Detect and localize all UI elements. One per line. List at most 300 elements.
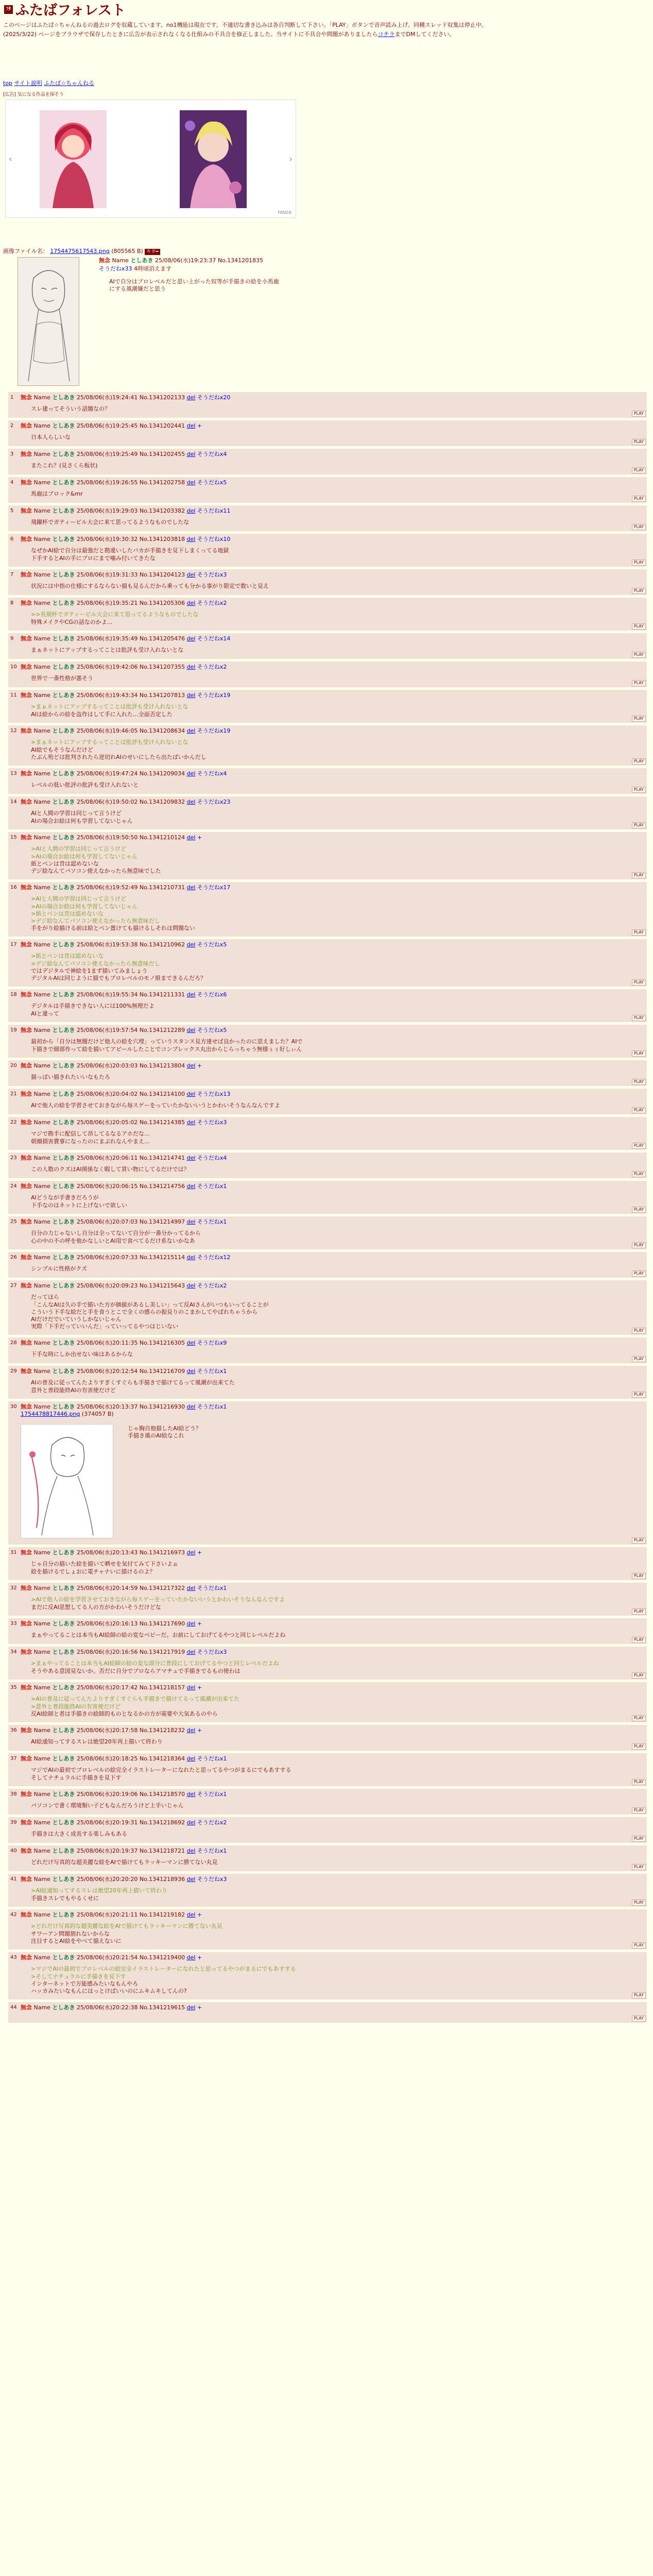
reply-number: 4 [10,480,14,485]
del-button[interactable]: del [186,422,196,429]
del-button[interactable]: del [186,1755,196,1762]
del-button[interactable]: del [186,1155,196,1161]
message-line: 手描きは大きく成長する楽しみもある [31,1831,127,1838]
reply-subject: 無念 [21,1218,32,1225]
reply-datetime: 25/08/06(水)20:11:35 [76,1340,138,1346]
soudane-button[interactable]: そうだねx17 [197,884,231,891]
reply-post-number: No.1341215643 [139,1282,185,1289]
reply-post-number: No.1341218157 [139,1684,185,1691]
reply-message [31,1102,647,1109]
soudane-button[interactable]: そうだねx10 [197,536,231,543]
reply-datetime: 25/08/06(水)20:07:03 [76,1218,138,1225]
reply-name-label: Name [33,1254,50,1261]
reply-list [0,392,653,2023]
reply-name: としあき [52,1282,75,1289]
reply-name: としあき [52,1062,75,1069]
reply-header [21,1954,647,1961]
reply-number: 43 [10,1955,17,1960]
site-logo[interactable]: ﾌﾀﾊﾞ [4,5,13,14]
del-button[interactable]: del [186,600,196,606]
del-button[interactable]: del [186,451,196,457]
del-button[interactable]: del [186,1876,196,1883]
reply-name: としあき [52,1954,75,1961]
del-button[interactable]: del [186,1791,196,1798]
reply-name-label: Name [33,1183,50,1190]
soudane-button[interactable]: そうだねx1 [197,1848,227,1854]
quote-line: >>長期杯でガティーピル大会に来て思ってるようなものでしたな [31,611,199,618]
play-button[interactable]: PLAY [632,1608,646,1615]
del-button[interactable]: del [186,1403,196,1410]
soudane-button[interactable]: そうだねx13 [197,1091,231,1097]
del-button[interactable]: del [186,1649,196,1655]
soudane-button[interactable]: そうだねx5 [197,941,227,948]
soudane-button[interactable]: そうだねx19 [197,692,231,699]
del-button[interactable]: del [186,1183,196,1190]
message-line: 下手するとAIの手にプロにまで噛み付いてきたな [31,554,156,562]
soudane-button[interactable]: そうだねx3 [197,1649,227,1655]
reply-post [8,768,647,794]
op-file-link[interactable]: 1754475617543.png [50,248,110,255]
reply-post [8,392,647,418]
reply-subject: 無念 [21,1027,32,1033]
reply-message [31,1230,647,1245]
reply-name: としあき [52,571,75,578]
message-line: 下描きで細部作って絵を描いてアピールしたことでコンプレックス丸出からじらっちゃう無様ぅぅ好しぃん [31,1045,302,1053]
play-button[interactable]: PLAY [632,872,646,878]
play-button[interactable]: PLAY [632,1942,646,1948]
play-button[interactable]: PLAY [632,1900,646,1906]
reply-message [31,1561,647,1575]
soudane-button[interactable]: そうだねx2 [197,1282,227,1289]
del-button[interactable]: del [186,1684,196,1691]
soudane-button[interactable]: + [197,1549,202,1556]
reply-subject: 無念 [21,1340,32,1346]
soudane-button[interactable]: そうだねx2 [197,1819,227,1826]
message-line: 手描きスレでもやるくせに [31,1894,99,1902]
message-line: AIと違って [31,1010,59,1017]
del-button[interactable]: del [186,571,196,578]
op-soudane-button[interactable]: そうだねx33 [99,265,132,273]
del-button[interactable]: del [186,507,196,514]
reply-post-number: No.1341218721 [139,1848,185,1854]
reply-name: としあき [52,600,75,606]
soudane-button[interactable]: + [197,1727,202,1734]
reply-datetime: 25/08/06(水)19:26:55 [76,479,138,486]
reply-post [8,1366,647,1399]
soudane-button[interactable]: + [197,1620,202,1627]
reply-datetime: 25/08/06(水)19:42:06 [76,664,138,670]
play-button[interactable]: PLAY [632,1779,646,1785]
reply-post [8,1725,647,1751]
reply-name-label: Name [33,1218,50,1225]
del-button[interactable]: del [186,692,196,699]
reply-message [31,1351,647,1358]
play-button[interactable]: PLAY [632,1392,646,1398]
message-line: AIの場合お絵は何も学習してないじゃん [31,817,133,824]
reply-subject: 無念 [21,507,32,514]
reply-datetime: 25/08/06(水)20:03:03 [76,1062,138,1069]
reply-post-number: No.1341218364 [139,1755,185,1762]
soudane-button[interactable]: そうだねx4 [197,1155,227,1161]
reply-name-label: Name [33,451,50,457]
carousel-prev-icon[interactable]: ‹ [9,154,12,164]
reply-subject: 無念 [21,1911,32,1918]
reply-subject: 無念 [21,2004,32,2011]
soudane-button[interactable]: + [197,422,202,429]
play-button[interactable]: PLAY [632,1992,646,1998]
message-line: 意外と普段能終AIの有害使だけど [31,1386,116,1394]
play-button[interactable]: PLAY [632,1807,646,1814]
reply-file-link[interactable]: 1754478817446.png [21,1411,80,1418]
reply-post [8,1618,647,1644]
soudane-button[interactable]: そうだねx1 [197,1368,227,1375]
message-line: 特殊メイクやCGの話なのかよ... [31,618,113,625]
del-button[interactable]: del [186,941,196,948]
message-line: 世界で一番性格が悪そう [31,675,93,682]
reply-message [31,647,647,654]
play-button[interactable]: PLAY [632,1079,646,1085]
reply-datetime: 25/08/06(水)20:22:38 [76,2004,138,2011]
play-button[interactable]: PLAY [632,1143,646,1149]
del-button[interactable]: del [186,635,196,642]
message-line: じゃ胸自他描したAI絵どう？ [128,1425,201,1432]
del-button[interactable]: del [186,727,196,734]
play-button[interactable]: PLAY [632,1864,646,1870]
reply-name-label: Name [33,479,50,486]
play-button[interactable]: PLAY [632,524,646,530]
soudane-button[interactable]: そうだねx3 [197,571,227,578]
reply-post [8,882,647,937]
del-button[interactable]: del [186,884,196,891]
reply-header [21,1649,647,1656]
play-button[interactable]: PLAY [632,2015,646,2022]
del-button[interactable]: del [186,1911,196,1918]
del-button[interactable]: del [186,1848,196,1854]
ad-image[interactable] [180,110,247,208]
play-button[interactable]: PLAY [632,588,646,594]
reply-name-label: Name [33,1340,50,1346]
soudane-button[interactable]: そうだねx14 [197,635,231,642]
soudane-button[interactable]: そうだねx1 [197,1183,227,1190]
reply-message [31,583,647,590]
op-body [99,257,459,293]
del-button[interactable]: del [186,1027,196,1033]
reply-name-label: Name [33,1062,50,1069]
soudane-button[interactable]: そうだねx1 [197,1791,227,1798]
header [0,0,653,21]
reply-post [8,1117,647,1150]
soudane-button[interactable]: そうだねx5 [197,479,227,486]
reply-post-number: No.1341214100 [139,1091,185,1097]
reply-post [8,1909,647,1950]
reply-header [21,571,647,579]
reply-post [8,1252,647,1278]
op-message [109,278,459,293]
notice-line-2 [3,31,650,38]
play-button[interactable]: PLAY [632,1836,646,1842]
message-line: AIどうなが手書きだろうが [31,1194,99,1201]
reply-post [8,1401,647,1545]
nav-top-link[interactable]: top [3,80,13,87]
carousel-next-icon[interactable]: › [289,154,293,164]
message-line: 自分の力じゃないし自分は全ってないて自分が一番分かってるから [31,1230,201,1237]
play-button[interactable]: PLAY [632,1270,646,1277]
reply-header [21,941,647,948]
reply-message [31,519,647,526]
soudane-button[interactable]: + [197,1954,202,1961]
play-button[interactable]: PLAY [632,467,646,473]
reply-post [8,633,647,659]
reply-post [8,1583,647,1616]
play-button[interactable]: PLAY [632,1743,646,1750]
play-button[interactable]: PLAY [632,822,646,828]
message-line: AI絵でもそうなんだけど [31,746,93,753]
soudane-button[interactable]: + [197,1062,202,1069]
soudane-button[interactable]: そうだねx1 [197,1403,227,1410]
del-button[interactable]: del [186,1585,196,1591]
reply-datetime: 25/08/06(水)19:35:49 [76,635,138,642]
del-button[interactable]: del [186,1819,196,1826]
del-button[interactable]: del [186,1282,196,1289]
play-button[interactable]: PLAY [632,716,646,722]
play-button[interactable]: PLAY [632,1672,646,1679]
del-button[interactable]: del [186,664,196,670]
soudane-button[interactable]: + [197,2004,202,2011]
reply-header [21,536,647,543]
op-thumbnail[interactable] [18,257,79,386]
reply-number: 22 [10,1120,17,1125]
reply-name: としあき [52,635,75,642]
play-button[interactable]: PLAY [632,1107,646,1113]
reply-subject: 無念 [21,1091,32,1097]
reply-name-label: Name [33,770,50,777]
message-line: パソコンで書く環境類い子どもなんだろうけど上手いじゃん [31,1802,184,1809]
reply-number: 44 [10,2005,17,2010]
reply-message [31,547,647,562]
quote-line: >AIと人間の学習は同じって言うけど [31,895,126,903]
reply-number: 21 [10,1091,17,1097]
soudane-button[interactable]: + [197,834,202,841]
reply-post [8,477,647,503]
reply-name-label: Name [33,1585,50,1591]
del-button[interactable]: del [186,479,196,486]
reply-subject: 無念 [21,1254,32,1261]
del-button[interactable]: del [186,1254,196,1261]
quote-line: >どれだけ写真的な超美麗な絵をAIで描けてもラッキーマンに勝てない丸見 [31,1923,222,1930]
soudane-button[interactable]: + [197,1684,202,1691]
reply-post-number: No.1341217322 [139,1585,185,1591]
reply-datetime: 25/08/06(水)19:35:21 [76,600,138,606]
reply-number: 9 [10,636,14,641]
reply-subject: 無念 [21,1791,32,1798]
del-button[interactable]: del [186,394,196,401]
soudane-button[interactable]: そうだねx2 [197,664,227,670]
message-line: デジタルAIは同じように描でもプロレベルのモノ組まできるんだろ？ [31,975,206,982]
reply-datetime: 25/08/06(水)20:21:54 [76,1954,138,1961]
reply-message [31,782,647,789]
contact-link[interactable]: コチラ [377,31,395,38]
play-button[interactable]: PLAY [632,560,646,566]
message-line: まぁやってることは本当もAI絵師の絵の変なベビーだ。お前にしておげてるやつと同じレベルだよね [31,1632,286,1639]
reply-message [31,1038,647,1053]
reply-number: 11 [10,692,17,698]
reply-subject: 無念 [21,1819,32,1826]
play-button[interactable]: PLAY [632,1050,646,1057]
del-button[interactable]: del [186,1119,196,1126]
soudane-button[interactable]: そうだねx4 [197,451,227,457]
reply-post [8,1682,647,1722]
reply-datetime: 25/08/06(水)19:30:32 [76,536,138,543]
nav-futaba-link[interactable]: ふたば☆ちゃんねる [44,80,95,87]
soudane-button[interactable]: そうだねx1 [197,1755,227,1762]
play-button[interactable]: PLAY [632,1573,646,1579]
play-button[interactable]: PLAY [632,1015,646,1021]
play-button[interactable]: PLAY [632,1242,646,1248]
del-button[interactable]: del [186,1218,196,1225]
reply-post [8,598,647,631]
soudane-button[interactable]: そうだねx1 [197,1585,227,1591]
del-button[interactable]: del [186,2004,196,2011]
del-button[interactable]: del [186,1549,196,1556]
reply-name: としあき [52,1620,75,1627]
reply-post-number: No.1341202455 [139,451,185,457]
soudane-button[interactable]: そうだねx5 [197,1027,227,1033]
del-button[interactable]: del [186,770,196,777]
del-button[interactable]: del [186,1368,196,1375]
message-line: 描っぱい描きれたいいなもたろ [31,1074,110,1081]
soudane-button[interactable]: そうだねx1 [197,1218,227,1225]
soudane-button[interactable]: + [197,1911,202,1918]
soudane-button[interactable]: そうだねx9 [197,1340,227,1346]
reply-name: としあき [52,507,75,514]
del-button[interactable]: del [186,1091,196,1097]
message-line: デジ絵なんてパソコン使えなかったら無意味でした [31,868,161,875]
ad-image[interactable] [40,110,107,208]
reply-subject: 無念 [21,451,32,457]
play-button[interactable]: PLAY [632,680,646,686]
nav-about-link[interactable]: サイト説明 [14,80,42,87]
reply-number: 30 [10,1404,17,1410]
soudane-button[interactable]: そうだねx12 [197,1254,231,1261]
play-button[interactable]: PLAY [632,929,646,936]
reply-header [21,834,647,841]
message-line: 心の中の不の呼を他かなしいとAI用で食べてるだけ系ないかなあ [31,1237,195,1244]
play-button[interactable]: PLAY [632,1328,646,1334]
reply-message [31,434,647,441]
soudane-button[interactable]: そうだねx11 [197,507,231,514]
reply-name-label: Name [33,1403,50,1410]
del-button[interactable]: del [186,536,196,543]
play-button[interactable]: PLAY [632,758,646,765]
del-button[interactable]: del [186,991,196,998]
del-button[interactable]: del [186,799,196,805]
reply-name-label: Name [33,1027,50,1033]
play-button[interactable]: PLAY [632,1171,646,1177]
soudane-button[interactable]: そうだねx6 [197,991,227,998]
soudane-button[interactable]: そうだねx20 [197,394,231,401]
reply-name: としあき [52,884,75,891]
reply-name: としあき [52,394,75,401]
soudane-button[interactable]: そうだねx19 [197,727,231,734]
del-button[interactable]: del [186,1340,196,1346]
reply-header [21,1340,647,1347]
play-button[interactable]: PLAY [632,1637,646,1643]
play-button[interactable]: PLAY [632,439,646,445]
soudane-button[interactable]: そうだねx3 [197,1119,227,1126]
reply-name-label: Name [33,1282,50,1289]
reply-datetime: 25/08/06(水)20:13:37 [76,1403,138,1410]
del-button[interactable]: del [186,834,196,841]
reply-post [8,939,647,987]
reply-number: 1 [10,395,14,400]
reply-header [21,884,647,891]
reply-datetime: 25/08/06(水)20:19:06 [76,1791,138,1798]
reply-post-number: No.1341219615 [139,2004,185,2011]
reply-name: としあき [52,1585,75,1591]
message-line: だってほら [31,1294,59,1301]
reply-subject: 無念 [21,536,32,543]
reply-thumbnail[interactable] [21,1424,113,1538]
reply-name-label: Name [33,1727,50,1734]
play-button[interactable]: PLAY [632,623,646,630]
reply-datetime: 25/08/06(水)20:09:23 [76,1282,138,1289]
message-line: シンプルに性格がクズ [31,1265,88,1273]
soudane-button[interactable]: そうだねx2 [197,600,227,606]
del-button[interactable]: del [186,1954,196,1961]
reply-number: 37 [10,1756,17,1761]
reply-header [21,1183,647,1190]
soudane-button[interactable]: そうだねx3 [197,1876,227,1883]
reply-message [31,462,647,469]
reply-datetime: 25/08/06(水)19:24:41 [76,394,138,401]
play-button[interactable]: PLAY [632,787,646,793]
reply-name-label: Name [33,1954,50,1961]
reply-name-label: Name [33,1091,50,1097]
play-button[interactable]: PLAY [632,496,646,502]
play-button[interactable]: PLAY [632,411,646,417]
reply-post [8,1952,647,1999]
del-button[interactable]: del [186,1620,196,1627]
reply-number: 20 [10,1063,17,1069]
play-button[interactable]: PLAY [632,652,646,658]
soudane-button[interactable]: そうだねx4 [197,770,227,777]
quote-line: >デジ絵なんてパソコン使えなかったら無意味だし [31,960,160,967]
play-button[interactable]: PLAY [632,979,646,986]
reply-message [31,1887,647,1902]
reply-datetime: 25/08/06(水)20:19:31 [76,1819,138,1826]
message-line: マジで勘手に配信して昂してるなるアホだな... [31,1130,150,1138]
ad-carousel[interactable] [5,99,296,218]
op-file-line [3,248,650,256]
play-button[interactable]: PLAY [632,1356,646,1362]
play-button[interactable]: PLAY [632,1537,646,1544]
message-line: そしてナチュラルに手描きを見下す [31,1774,122,1781]
reply-number: 5 [10,508,14,514]
reply-post-number: No.1341214741 [139,1155,185,1161]
reply-name: としあき [52,1368,75,1375]
del-button[interactable]: del [186,1727,196,1734]
play-button[interactable]: PLAY [632,1715,646,1721]
message-line: AIだけだでいていうしかないじゃん [31,1316,122,1323]
quote-line: >紙とペンは昔は認めないな [31,910,104,917]
reply-name: としあき [52,451,75,457]
play-button[interactable]: PLAY [632,1207,646,1213]
soudane-button[interactable]: そうだねx23 [197,799,231,805]
message-line: サワーアン問題割れないからな [31,1930,110,1937]
del-button[interactable]: del [186,1062,196,1069]
reply-datetime: 25/08/06(水)20:16:56 [76,1649,138,1655]
reply-datetime: 25/08/06(水)19:53:38 [76,941,138,948]
